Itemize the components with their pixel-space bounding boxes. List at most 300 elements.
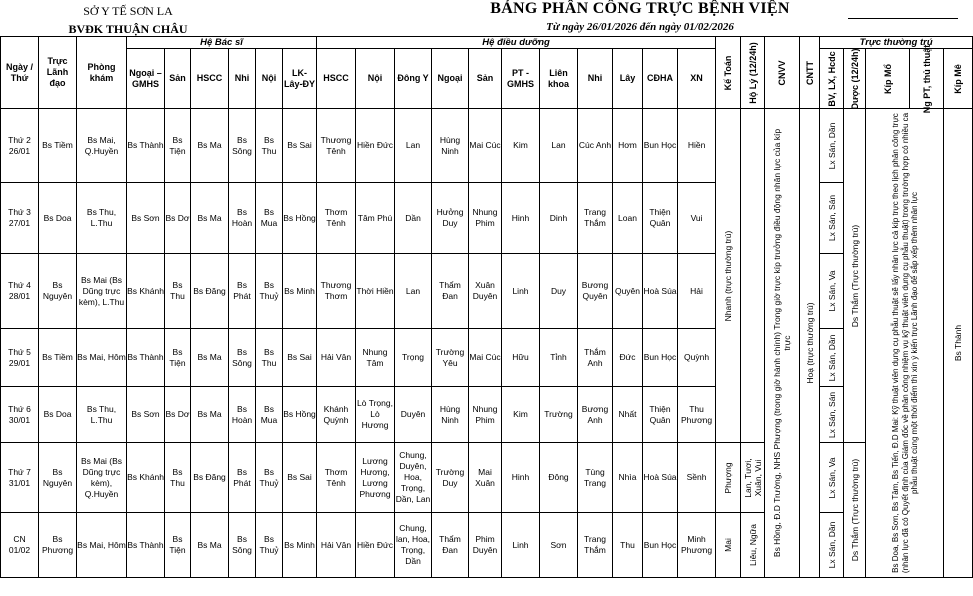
cell-protect-empty [741,109,765,443]
cell-n_peds: Trang Thắm [584,534,606,555]
cell-pharm-bottom [844,443,866,578]
cell-d_hscc: Bs Đăng [193,285,226,296]
cell-n_internal: Thời Hiền [356,285,394,296]
group-header-resident [820,37,973,49]
cell-bv [820,513,844,578]
cell-d_internal: Bs Thuỷ [259,466,279,488]
cell-n_obs: Phim Duyên [472,534,498,555]
cell-clinic [77,254,127,329]
cell-n_peds [578,513,613,578]
cell-n_surgery: Hùng Ninh [439,403,461,425]
table-row [1,329,973,387]
col-protect: Hộ Lý (12/24h) [747,41,758,104]
cell-n_hscc: Khánh Quỳnh [323,403,349,425]
cell-day [1,443,39,513]
cell-leader [39,329,77,387]
cell-d_obs: Bs Tiện [169,134,186,156]
cell-n_surgery: Thẩm Đan [439,280,461,301]
cell-n_pt: Hữu [512,352,529,362]
cell-n_imaging [643,183,678,254]
cell-cnvv-span [765,109,800,578]
cell-n_east: Lan [405,140,421,150]
group-doctors: Hệ Bác sĩ [200,37,243,48]
col-header-n_internal [356,49,395,109]
table-row [1,513,973,578]
cell-leader: Bs Nguyên [42,280,73,301]
col-header-pharm [844,49,866,109]
cell-n_joint [540,513,578,578]
cell-n_hscc: Hải Vân [320,352,352,362]
cell-d_surgery: Bs Thành [127,352,164,362]
cell-d_lk [283,443,317,513]
span-accounting-weekday: Nhanh (trực thường trú) [723,230,734,321]
cell-n_infect: Hơm [618,140,637,150]
cell-day [1,329,39,387]
cell-d_lk [283,513,317,578]
cell-leader: Bs Tiềm [42,140,73,150]
row-day: Thứ 2 [8,134,31,145]
cell-d_internal [256,443,283,513]
cell-d_peds [229,109,256,183]
cell-n_east [395,443,432,513]
cell-d_obs: Bs Tiện [169,346,186,368]
cell-d_obs: Bs Thu [170,280,185,301]
cell-n_obs [469,109,502,183]
cell-d_lk [283,254,317,329]
cell-n_hscc [317,387,356,443]
cell-bv: Lx Sán, Sán [826,391,837,438]
cell-n_surgery [432,387,469,443]
table-row [1,387,973,443]
cell-n_joint [540,109,578,183]
cell-accounting [716,513,741,578]
col-d_internal: Nội [261,73,277,83]
cell-n_obs: Mai Cúc [469,140,501,150]
cell-n_lab: Hải [690,285,703,296]
col-d_surgery: Ngoại – GMHS [129,67,162,89]
cell-n_peds [578,109,613,183]
cell-d_hscc: Bs Đăng [193,472,226,482]
cell-n_peds: Bương Anh [581,403,609,425]
cell-anesthesia [944,109,973,578]
cell-bv [820,109,844,183]
cell-n_hscc [317,109,356,183]
col-header-n_imaging [643,49,678,109]
cell-accounting: Mai [723,538,734,552]
cell-n_surgery: Trường Yêu [435,346,465,368]
cell-clinic [77,183,127,254]
cell-n_lab: Minh Phương [681,534,713,555]
col-pharm: Dược (12/24h) [849,48,860,109]
cell-d_surgery: Bs Khánh [127,472,164,482]
cell-n_internal: Nhung Tâm [362,346,388,368]
cell-n_surgery [432,254,469,329]
cell-d_lk: Bs Sai [287,352,312,362]
cell-d_obs: Bs Dơ [165,212,190,223]
group-resident: Trực thường trú [859,37,933,48]
cell-d_internal: Bs Thu [261,346,277,368]
cell-n_infect: Nhìa [618,472,637,482]
col-d_peds: Nhi [234,73,250,83]
cell-n_infect [613,329,643,387]
cell-n_peds [578,443,613,513]
cell-d_peds: Bs Sông [232,346,252,368]
col-d_hscc: HSCC [196,73,223,83]
col-d_obs: Sản [169,73,186,83]
span-pharm-bottom: Ds Thắm (Trực thường trú) [849,458,860,562]
cell-d_lk: Bs Sai [287,472,312,482]
cell-n_obs [469,254,502,329]
cell-d_surgery: Bs Sơn [131,409,160,419]
cell-n_peds: Thắm Anh [584,346,606,368]
cell-d_surgery [127,443,165,513]
cell-d_peds: Bs Sông [232,134,252,156]
cell-d_hscc [191,183,229,254]
cell-d_peds: Bs Phát [233,466,251,488]
cell-bv: Lx Sán, Dần [826,122,837,169]
cell-n_internal [356,513,395,578]
col-header-kip_me [944,49,973,109]
cell-n_pt: Linh [512,285,529,296]
cell-n_lab [678,183,716,254]
cell-n_east: Chung, lan, Hoa, Trọng, Dần [395,523,431,566]
cell-n_imaging [643,109,678,183]
cell-d_lk: Bs Hồng [283,212,316,223]
col-n_pt: PT - GMHS [507,67,534,89]
cell-d_hscc: Bs Ma [197,539,222,550]
row-date: 26/01 [8,145,31,156]
cell-leader: Bs Doa [43,212,72,223]
col-pt_ngoai: Ng PT, thủ thuật [921,44,932,113]
cell-leader: Bs Nguyên [42,466,73,488]
cell-d_obs: Bs Tiện [169,534,186,555]
cell-n_internal: Tâm Phú [357,212,393,223]
cell-n_infect: Loan [618,212,637,223]
cell-d_peds: Bs Sông [232,534,252,555]
cell-clinic: Bs Mai, Q.Huyền [84,134,119,156]
cell-n_east: Lan [405,285,421,296]
cell-n_obs [469,183,502,254]
row-day: Thứ 7 [8,466,31,477]
cell-n_imaging: Bun Học [643,352,677,362]
cell-d_internal [256,183,283,254]
cell-d_peds [229,443,256,513]
col-n_lab: XN [690,73,703,83]
col-cntt: CNTT [804,60,815,85]
cell-d_obs [165,443,191,513]
col-kip_me: Kíp Mê [953,63,964,94]
cell-n_lab [678,109,716,183]
cell-n_peds [578,183,613,254]
cell-d_internal: Bs Mua [260,403,278,425]
cell-n_infect [613,183,643,254]
cell-n_surgery [432,183,469,254]
cell-bv [820,443,844,513]
cell-pharm-top [844,109,866,443]
col-cnvv: CNVV [777,59,788,86]
cell-n_east: Chung, Duyên, Hoa, Trọng, Dần, Lan [395,450,431,504]
cell-day [1,109,39,183]
col-n_peds: Nhi [587,73,603,83]
cell-n_infect: Đức [619,352,636,362]
cell-n_east [395,183,432,254]
org-header [28,2,228,38]
cell-bv [820,387,844,443]
group-header-nurses [317,37,716,49]
cell-n_hscc: Thương Tênh [320,134,352,156]
cell-d_surgery: Bs Sơn [131,212,160,223]
cell-d_obs [165,329,191,387]
cell-d_peds: Bs Hoàn [231,403,253,425]
cell-n_pt [502,443,540,513]
cell-d_surgery [127,109,165,183]
cell-n_pt: Kim [513,409,528,419]
row-date: 27/01 [8,218,31,228]
cell-n_internal [356,254,395,329]
cell-n_pt [502,109,540,183]
cell-n_east: Duyên [400,409,426,419]
cell-n_lab: Sềnh [686,472,707,482]
cell-n_pt: Hinh [511,212,530,223]
cell-clinic: Bs Mai (Bs Dũng trực kèm), Q.Huyền [80,455,123,499]
cell-d_peds [229,387,256,443]
cell-n_pt: Hinh [511,472,530,482]
cell-leader [39,387,77,443]
cell-n_hscc: Thơm Tênh [324,207,348,228]
cell-day [1,254,39,329]
cell-day [1,183,39,254]
cell-d_hscc: Bs Ma [197,409,222,419]
cell-n_internal [356,329,395,387]
row-date: 29/01 [8,357,31,368]
cell-n_hscc [317,183,356,254]
cell-n_peds [578,254,613,329]
col-leader: Trực Lãnh đạo [46,56,69,88]
cell-d_hscc [191,387,229,443]
cell-n_joint: Tỉnh [550,352,567,362]
cell-n_joint [540,387,578,443]
cell-clinic: Bs Thu, L.Thu [86,403,117,425]
cell-d_peds [229,329,256,387]
cell-d_surgery [127,513,165,578]
cell-n_obs: Nhung Phim [472,403,498,425]
cell-d_lk [283,387,317,443]
cell-n_east [395,329,432,387]
table-row [1,183,973,254]
cell-bv: Lx Sán, Sán [826,194,837,242]
cell-n_lab [678,254,716,329]
cell-cntt-span [800,109,820,578]
cell-d_internal: Bs Thu [261,134,277,156]
cell-leader [39,109,77,183]
cell-clinic [77,513,127,578]
row-day: Thứ 5 [8,346,31,357]
col-n_surgery: Ngoại [437,73,463,83]
cell-bv: Lx Sán, Va [826,270,837,312]
cell-protect: Liêu, Ngữa [747,523,758,567]
cell-bv [820,329,844,387]
cell-n_imaging: Bun Học [643,140,677,150]
page-title: BẢNG PHÂN CÔNG TRỰC BỆNH VIỆN [490,0,790,17]
col-header-bv [820,49,844,109]
col-header-n_surgery [432,49,469,109]
col-header-d_surgery [127,49,165,109]
cell-d_surgery [127,183,165,254]
cell-n_infect: Thu [620,539,635,550]
col-n_hscc: HSCC [323,73,349,83]
cell-n_surgery [432,109,469,183]
cell-d_hscc [191,513,229,578]
col-surg_team: Kíp Mổ [882,63,893,94]
cell-n_internal: Hiền Đức [357,539,393,550]
cell-n_joint: Lan [551,140,566,150]
cell-n_surgery: Thẩm Đan [439,534,461,555]
span-cnvv: Bs Hồng, Đ.D Trường, NHS Phượng (trong giờ hành chính) Trong giờ trực kíp trưởng điều động nhân lực của kíp trực [772,128,793,558]
col-n_joint: Liên khoa [547,67,569,89]
cell-d_hscc: Bs Ma [197,212,222,223]
cell-n_infect [613,387,643,443]
cell-n_infect: Quyên [614,285,641,296]
cell-n_east [395,254,432,329]
cell-n_east: Trọng [402,352,424,362]
cell-leader: Bs Phương [41,534,74,555]
cell-n_internal: Lò Trọng, Lò Hương [357,398,393,430]
cell-n_lab [678,443,716,513]
cell-n_imaging [643,329,678,387]
span-pharm-top: Ds Thắm (Trực thường trú) [849,224,860,327]
cell-n_pt [502,387,540,443]
cell-clinic [77,443,127,513]
cell-d_surgery [127,254,165,329]
cell-n_lab [678,387,716,443]
cell-n_infect [613,109,643,183]
cell-n_infect [613,254,643,329]
col-header-d_lk [283,49,317,109]
cell-n_internal: Lương Hương, Lương Phương [359,455,391,499]
cell-d_hscc [191,329,229,387]
cell-n_hscc: Thương Thơm [320,280,352,301]
cell-n_imaging [643,443,678,513]
cell-leader [39,443,77,513]
cell-n_pt: Linh [512,539,529,550]
cell-n_obs [469,443,502,513]
cell-n_peds [578,329,613,387]
table-row [1,254,973,329]
header-rule [848,18,958,19]
table-row [1,109,973,183]
cell-n_hscc [317,254,356,329]
cell-n_peds: Trang Thắm [584,207,606,228]
col-header-d_hscc [191,49,229,109]
cell-n_lab [678,329,716,387]
col-n_east: Đông Y [397,73,429,83]
cell-d_surgery: Bs Thành [127,539,164,550]
span-anesthesia: Bs Thành [953,324,964,362]
cell-n_imaging [643,513,678,578]
cell-clinic [77,109,127,183]
cell-n_pt: Kim [513,140,528,150]
cell-bv: Lx Sán, Dần [826,521,837,569]
cell-n_joint [540,443,578,513]
cell-day [1,513,39,578]
cell-n_infect [613,513,643,578]
cell-leader [39,513,77,578]
col-header-n_pt [502,49,540,109]
cell-d_surgery [127,387,165,443]
col-header-n_lab [678,49,716,109]
cell-leader: Bs Tiềm [42,352,73,362]
col-header-n_hscc [317,49,356,109]
col-n_obs: Sản [476,73,494,83]
span-cntt: Hoạ (trực thường trú) [804,302,815,384]
cell-n_obs: Mai Cúc [469,352,501,362]
org-line2: BVĐK THUẬN CHÂU [68,22,188,36]
cell-d_obs: Bs Dơ [165,409,190,419]
cell-n_hscc [317,443,356,513]
row-date: 31/01 [8,477,31,488]
col-header-cnvv [765,37,800,109]
cell-n_joint: Duy [550,285,567,296]
row-date: 01/02 [8,545,31,555]
cell-d_hscc [191,254,229,329]
cell-n_lab: Hiền [687,140,706,150]
row-date: 30/01 [8,414,31,425]
cell-n_east [395,387,432,443]
cell-leader [39,183,77,254]
cell-bv: Lx Sán, Dần [826,334,837,381]
cell-d_lk: Bs Minh [284,539,315,550]
col-header-n_infect [613,49,643,109]
cell-n_obs: Mai Xuân [475,466,495,488]
cell-n_obs [469,513,502,578]
cell-n_surgery [432,329,469,387]
cell-n_obs [469,387,502,443]
cell-n_peds [578,387,613,443]
col-header-n_joint [540,49,578,109]
cell-n_surgery [432,513,469,578]
cell-clinic [77,387,127,443]
cell-n_peds: Bương Quyên [581,280,609,301]
cell-clinic: Bs Mai, Hôm [77,352,126,362]
group-nurses: Hệ điều dưỡng [482,37,550,48]
cell-d_lk: Bs Sai [287,140,312,150]
col-header-cntt [800,37,820,109]
cell-n_east [395,109,432,183]
col-d_lk: LK-Lây-ĐY [283,67,315,89]
cell-leader [39,254,77,329]
cell-n_pt [502,183,540,254]
cell-clinic: Bs Mai (Bs Dũng trực kèm), L.Thu [78,274,125,307]
col-header-clinic [77,37,127,109]
cell-n_surgery: Hùng Ninh [439,134,461,156]
cell-d_obs: Bs Thu [170,466,185,488]
cell-n_imaging: Bun Học [643,539,677,550]
cell-d_internal [256,513,283,578]
span-surgery-team: Bs Doa, Bs Sơn, Bs Tâm, Bs Tiến, Đ.D Mai: Kỹ thuật viên dụng cụ phẫu thuật sẽ lấy nhân lực cả kíp trực theo lịch phân công trực (nhân lực đã có Quyết định của Giám đốc về phân công nhiệm vụ kỹ thuật viên dụng cụ phẫu thuật) trong trường hợp có nhiều ca phẫu thuật cùng một thời điểm thì xin ý kiến trực Lãnh đạo để sắp xếp thêm nhân lực [890,112,919,574]
row-day: Thứ 3 [8,207,31,217]
col-clinic: Phòng khám [87,61,116,83]
cell-n_surgery: Hưởng Duy [436,207,464,228]
cell-clinic: Bs Mai, Hôm [77,539,126,550]
cell-d_surgery [127,329,165,387]
cell-n_east: Dần [405,212,421,223]
cell-n_hscc: Thơm Tênh [324,466,348,488]
cell-n_hscc [317,329,356,387]
cell-n_lab: Vui [690,212,703,223]
col-header-n_obs [469,49,502,109]
cell-d_internal: Bs Mua [260,207,278,228]
cell-n_obs [469,329,502,387]
